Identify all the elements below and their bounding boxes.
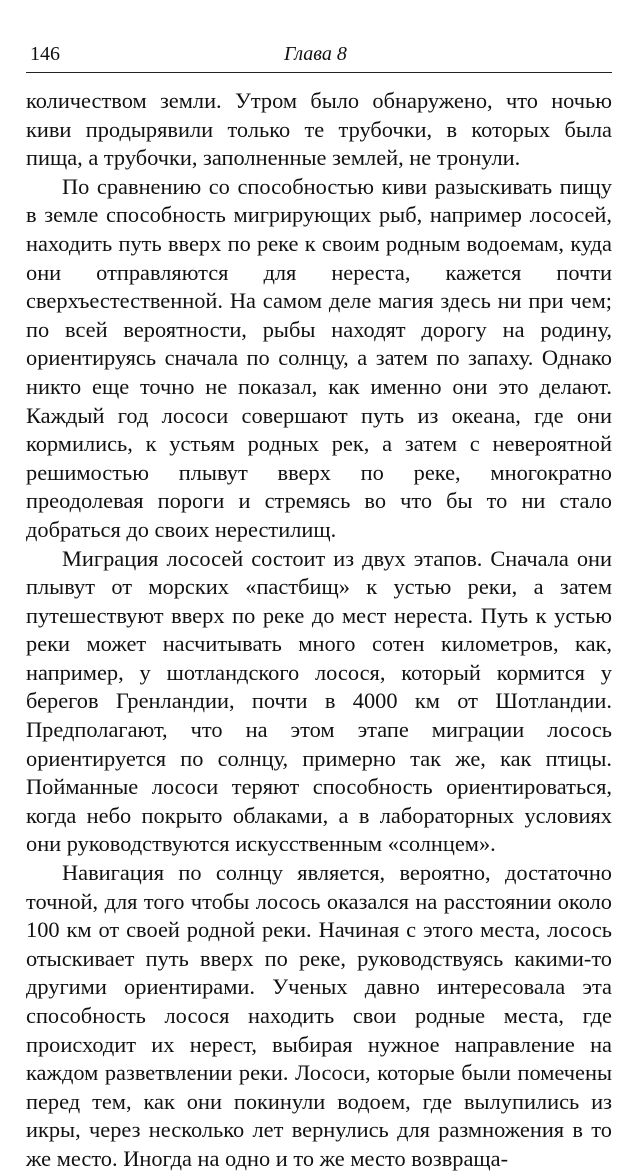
- page-number: 146: [30, 43, 60, 65]
- chapter-title: Глава 8: [284, 43, 347, 65]
- header-rule: [26, 72, 612, 73]
- paragraph-continued: количеством земли. Утром было обнаружено, что ночью киви продырявили только те трубочки, в которых была пища, а трубочки, заполненные землей, не тронули.: [26, 88, 612, 171]
- body-text: [26, 87, 612, 1174]
- paragraph: Навигация по солнцу является, вероятно, достаточно точной, для того чтобы лосось оказался на расстоянии около 100 км от своей родной реки. Начиная с этого места, лосось отыскивает путь вверх по реке, руководствуясь какими-то другими ориентирами. Ученых давно интересовала эта способность лосося находить свои родные места, где происходит их нерест, выбирая нужное направление на каждом разветвлении реки. Лососи, которые были помечены перед тем, как они покинули водоем, где вылупились из икры, через несколько лет вернулись для размножения в то же место. Иногда на одно и то же место возвраща-: [26, 860, 612, 1171]
- paragraph: По сравнению со способностью киви разыскивать пищу в земле способность мигрирующих рыб, например лососей, находить путь вверх по реке к своим родным водоемам, куда они отправляются для нереста, кажется почти сверхъестественной. На самом деле магия здесь ни при чем; по всей вероятности, рыбы находят дорогу на родину, ориентируясь сначала по солнцу, а затем по запаху. Однако никто еще точно не показал, как именно они это делают. Каждый год лососи совершают путь из океана, где они кормились, к устьям родных рек, а затем с невероятной решимостью плывут вверх по реке, многократно преодолевая пороги и стремясь во что бы то ни стало добраться до своих нерестилищ.: [26, 173, 612, 542]
- book-page: [26, 40, 612, 1174]
- paragraph: Миграция лососей состоит из двух этапов. Сначала они плывут от морских «пастбищ» к устью реки, а затем путешествуют вверх по реке до мест нереста. Путь к устью реки может насчитывать много сотен километров, как, например, у шотландского лосося, который кормится у берегов Гренландии, почти в 4000 км от Шотландии. Предполагают, что на этом этапе миграции лосось ориентируется по солнцу, примерно так же, как птицы. Пойманные лососи теряют способность ориентироваться, когда небо покрыто облаками, а в лабораторных условиях они руководствуются искусственным «солнцем».: [26, 545, 612, 857]
- running-head: [26, 40, 612, 68]
